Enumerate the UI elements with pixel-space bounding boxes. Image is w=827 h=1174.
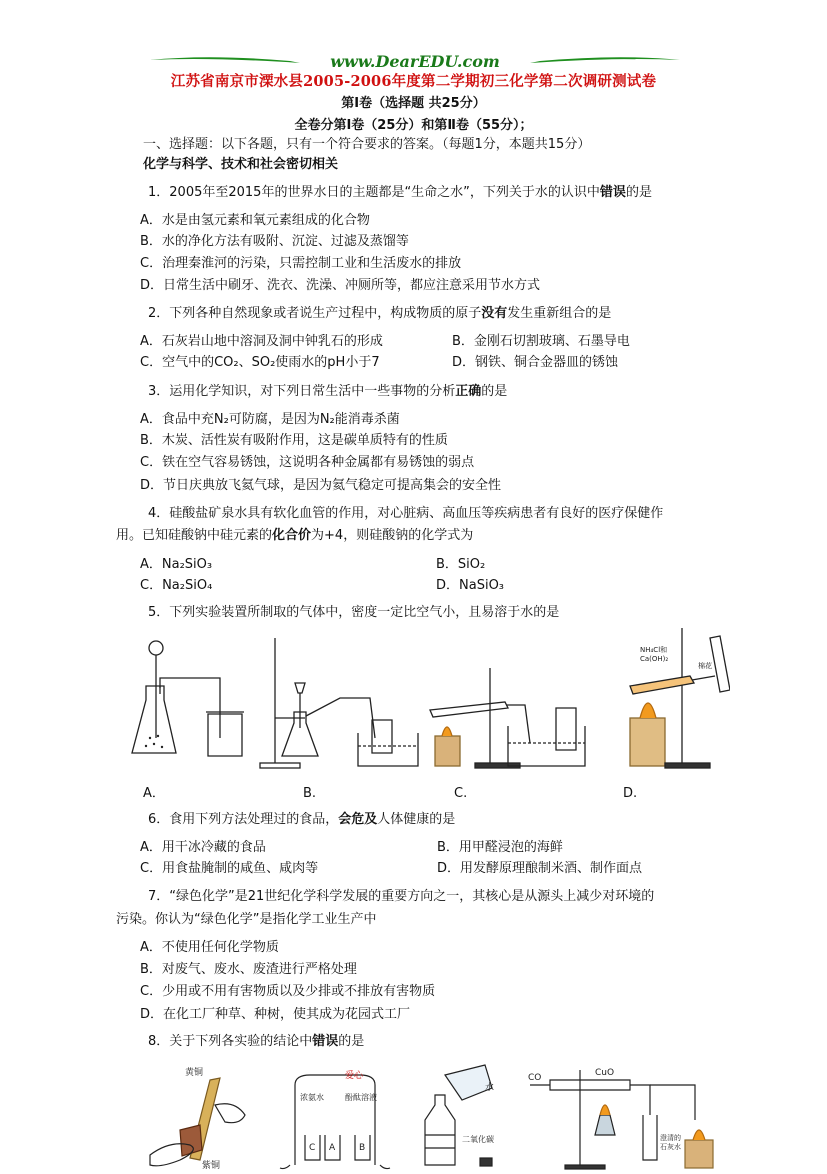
q5-label-c: C. bbox=[454, 786, 468, 801]
section-instruction: 一、选择题：以下各题，只有一个符合要求的答案。（每题1分，本题共15分） bbox=[143, 137, 591, 152]
q7-option-a: A．不使用任何化学物质 bbox=[140, 940, 279, 955]
q4-stem-text: 用。已知硅酸钠中硅元素的 bbox=[116, 528, 273, 543]
q4-option-b: B．SiO₂ bbox=[436, 557, 486, 572]
q7-option-c: C．少用或不用有害物质以及少排或不排放有害物质 bbox=[140, 984, 436, 999]
fig4-cuo-label: CuO bbox=[595, 1068, 615, 1078]
q8-stem bbox=[148, 1032, 364, 1052]
co-reduction-icon bbox=[530, 1070, 713, 1169]
site-url[interactable]: www.DearEDU.com bbox=[330, 52, 500, 71]
co2-bottle-icon bbox=[425, 1065, 495, 1166]
q8-stem-text: 8．关于下列各实验的结论中 bbox=[148, 1034, 313, 1049]
q1-option-c: C．治理秦淮河的污染，只需控制工业和生活废水的排放 bbox=[140, 256, 462, 271]
q7-stem-line2: 污染。你认为“绿色化学”是指化学工业生产中 bbox=[116, 912, 377, 927]
q2-stem-text: 2．下列各种自然现象或者说生产过程中，构成物质的原子 bbox=[148, 306, 482, 321]
q6-stem-text: 6．食用下列方法处理过的食品， bbox=[148, 812, 339, 827]
q2-keyword: 没有 bbox=[481, 306, 508, 321]
q2-option-c: C．空气中的CO₂、SO₂使雨水的pH小于7 bbox=[140, 355, 380, 370]
q1-stem-end: 的是 bbox=[625, 185, 652, 200]
q2-option-a: A．石灰岩山地中溶洞及洞中钟乳石的形成 bbox=[140, 334, 383, 349]
q4-option-c: C．Na₂SiO₄ bbox=[140, 578, 213, 593]
brass-scratch-icon bbox=[150, 1078, 245, 1166]
bell-jar-icon bbox=[280, 1075, 390, 1169]
fig-d-reagent-2: Ca(OH)₂ bbox=[640, 655, 669, 663]
fig-d-cotton: 棉花 bbox=[698, 662, 712, 670]
fig4-limewater-2: 石灰水 bbox=[660, 1143, 681, 1151]
section-topic: 化学与科学、技术和社会密切相关 bbox=[143, 157, 339, 172]
apparatus-b-icon bbox=[260, 638, 418, 768]
q4-keyword: 化合价 bbox=[272, 528, 312, 543]
q2-option-d: D．钢铁、铜合金器皿的锈蚀 bbox=[452, 355, 619, 370]
q3-option-a: A．食品中充N₂可防腐，是因为N₂能消毒杀菌 bbox=[140, 412, 400, 427]
q6-keyword: 会危及 bbox=[338, 812, 378, 827]
fig2-ammonia-label: 浓氨水 bbox=[300, 1093, 324, 1102]
exam-title: 江苏省南京市溧水县2005-2006年度第二学期初三化学第二次调研测试卷 bbox=[170, 73, 657, 90]
q3-stem-end: 的是 bbox=[481, 384, 508, 399]
apparatus-c-icon bbox=[430, 668, 585, 768]
fig3-water-label: 水 bbox=[485, 1083, 495, 1093]
q1-option-b: B．水的净化方法有吸附、沉淀、过滤及蒸馏等 bbox=[140, 234, 409, 249]
q1-stem bbox=[148, 183, 652, 203]
q2-stem-end: 发生重新组合的是 bbox=[507, 306, 612, 321]
total-score-note: 全卷分第Ⅰ卷（25分）和第Ⅱ卷（55分）； bbox=[294, 118, 533, 133]
q7-option-b: B．对废气、废水、废渣进行严格处理 bbox=[140, 962, 357, 977]
q5-label-b: B. bbox=[303, 786, 317, 801]
q5-label-a: A． bbox=[143, 786, 165, 801]
q1-option-d: D．日常生活中刷牙、洗衣、洗澡、冲厕所等，都应注意采用节水方式 bbox=[140, 278, 541, 293]
q6-option-b: B．用甲醛浸泡的海鲜 bbox=[437, 840, 563, 855]
q7-stem-line1: 7．“绿色化学”是21世纪化学科学发展的重要方向之一，其核心是从源头上减少对环境的 bbox=[148, 889, 655, 904]
fig4-co-label: CO bbox=[528, 1073, 542, 1083]
q3-stem bbox=[148, 382, 507, 402]
q1-keyword: 错误 bbox=[599, 185, 626, 200]
fig4-limewater-1: 澄清的 bbox=[660, 1134, 681, 1142]
q8-experiment-figures bbox=[140, 1060, 730, 1170]
q3-keyword: 正确 bbox=[455, 384, 482, 399]
q8-stem-end: 的是 bbox=[338, 1034, 365, 1049]
q8-keyword: 错误 bbox=[312, 1034, 339, 1049]
q6-stem bbox=[148, 810, 455, 830]
fig3-co2-label: 二氧化碳 bbox=[462, 1135, 494, 1144]
q5-apparatus-figures bbox=[130, 628, 730, 778]
fig2-phenolphthalein-label: 酚酞溶液 bbox=[345, 1093, 377, 1102]
q2-option-b: B．金刚石切割玻璃、石墨导电 bbox=[452, 334, 630, 349]
fig2-beaker-a: A bbox=[329, 1143, 336, 1153]
q5-label-d: D. bbox=[623, 786, 638, 801]
q6-option-d: D．用发酵原理酿制米酒、制作面点 bbox=[437, 861, 643, 876]
part-one-heading: 第Ⅰ卷（选择题 共25分） bbox=[341, 96, 486, 111]
q7-option-d: D．在化工厂种草、种树，使其成为花园式工厂 bbox=[140, 1007, 411, 1022]
apparatus-a-icon bbox=[132, 641, 244, 756]
q3-stem-text: 3．运用化学知识，对下列日常生活中一些事物的分析 bbox=[148, 384, 456, 399]
fig-d-reagent-1: NH₄Cl和 bbox=[640, 646, 668, 654]
q6-stem-end: 人体健康的是 bbox=[377, 812, 456, 827]
q4-option-d: D．NaSiO₃ bbox=[436, 578, 505, 593]
q4-stem-line2 bbox=[116, 526, 473, 546]
q4-stem-end: 为+4，则硅酸钠的化学式为 bbox=[311, 528, 474, 543]
q6-option-c: C．用食盐腌制的咸鱼、咸肉等 bbox=[140, 861, 319, 876]
fig2-beaker-b: B bbox=[359, 1143, 366, 1153]
q3-option-c: C．铁在空气容易锈蚀，这说明各种金属都有易锈蚀的弱点 bbox=[140, 455, 475, 470]
fig1-brass-label: 黄铜 bbox=[185, 1068, 204, 1078]
q6-option-a: A．用干冰冷藏的食品 bbox=[140, 840, 266, 855]
fig1-copper-label: 紫铜 bbox=[202, 1161, 221, 1170]
q3-option-b: B．木炭、活性炭有吸附作用，这是碳单质特有的性质 bbox=[140, 433, 448, 448]
q1-option-a: A．水是由氢元素和氧元素组成的化合物 bbox=[140, 213, 370, 228]
q2-stem bbox=[148, 304, 611, 324]
q4-stem-line1: 4．硅酸盐矿泉水具有软化血管的作用，对心脏病、高血压等疾病患者有良好的医疗保健作 bbox=[148, 506, 664, 521]
fig2-beaker-c: C bbox=[309, 1143, 316, 1153]
fig2-mark: 爱心 bbox=[345, 1071, 364, 1081]
q3-option-d: D．节日庆典放飞氦气球，是因为氦气稳定可提高集会的安全性 bbox=[140, 478, 502, 493]
q4-option-a: A．Na₂SiO₃ bbox=[140, 557, 213, 572]
q5-stem: 5．下列实验装置所制取的气体中，密度一定比空气小，且易溶于水的是 bbox=[148, 605, 560, 620]
q1-stem-text: 1．2005年至2015年的世界水日的主题都是“生命之水”，下列关于水的认识中 bbox=[148, 185, 600, 200]
